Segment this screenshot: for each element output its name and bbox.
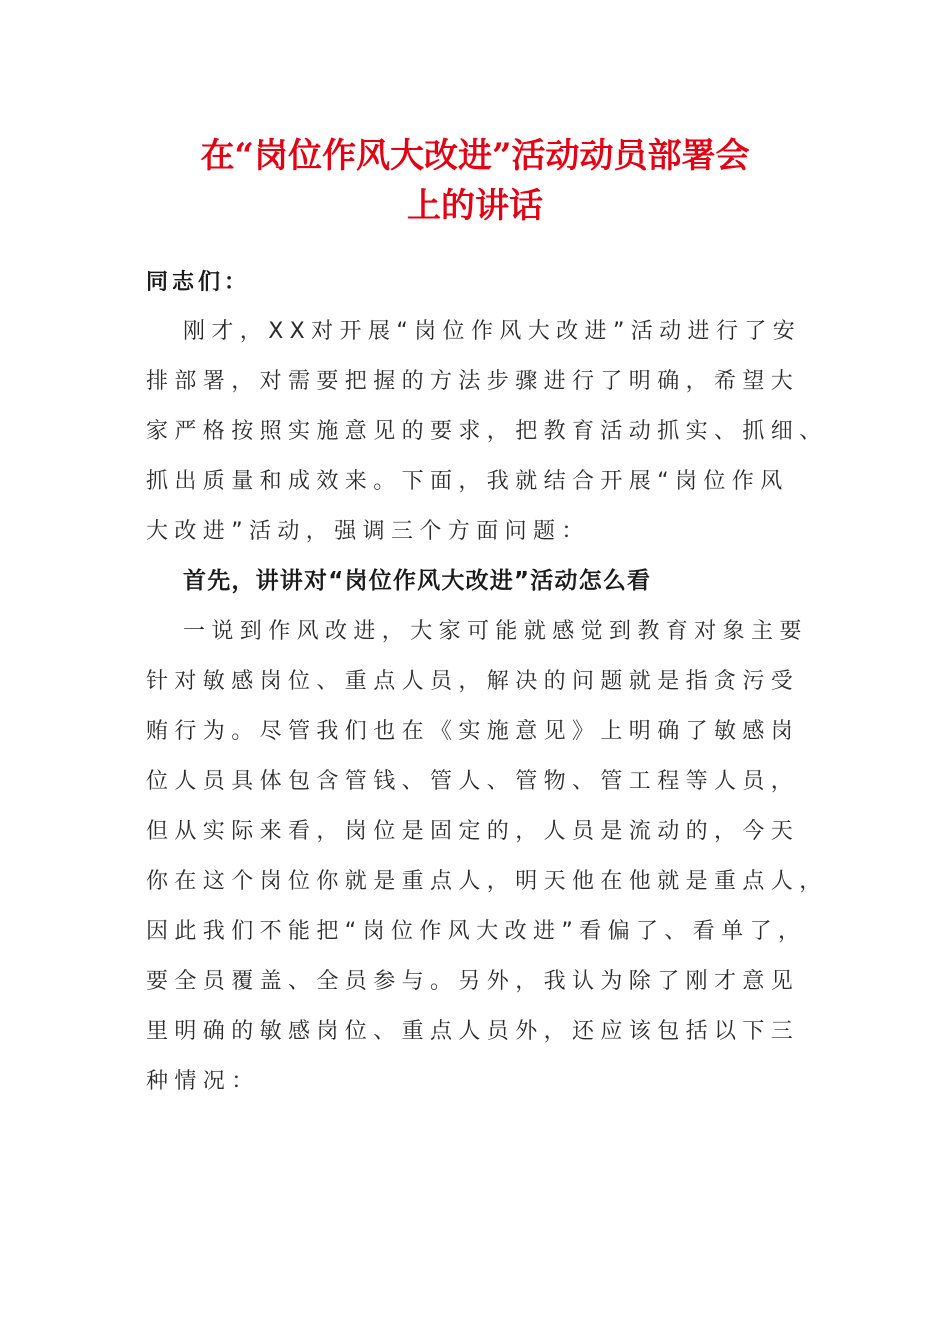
paragraph-1-line: 抓出质量和成效来。下面，我就结合开展“岗位作风 <box>146 469 789 494</box>
paragraph-2-line: 针对敏感岗位、重点人员，解决的问题就是指贪污受 <box>146 669 800 694</box>
paragraph-1-line: 家严格按照实施意见的要求，把教育活动抓实、抓细、 <box>146 419 828 444</box>
document-title-line-2: 上的讲话 <box>407 186 543 226</box>
document-title-line-1: 在“岗位作风大改进”活动动员部署会 <box>200 136 750 176</box>
paragraph-1-line: 大改进”活动，强调三个方面问题： <box>146 519 590 544</box>
paragraph-2-line: 你在这个岗位你就是重点人，明天他在他就是重点人， <box>146 869 828 894</box>
paragraph-2-line: 位人员具体包含管钱、管人、管物、管工程等人员， <box>146 769 800 794</box>
section-heading-1: 首先，讲讲对“岗位作风大改进”活动怎么看 <box>183 568 652 594</box>
paragraph-2-line: 里明确的敏感岗位、重点人员外，还应该包括以下三 <box>146 1019 800 1044</box>
salutation: 同志们： <box>146 270 251 295</box>
paragraph-1-line: 刚才，XX对开展“岗位作风大改进”活动进行了安 <box>183 319 802 344</box>
paragraph-2-line: 因此我们不能把“岗位作风大改进”看偏了、看单了， <box>146 919 807 944</box>
paragraph-2-line: 一说到作风改进，大家可能就感觉到教育对象主要 <box>183 619 808 644</box>
paragraph-1-line: 排部署，对需要把握的方法步骤进行了明确，希望大 <box>146 369 800 394</box>
paragraph-2-line: 贿行为。尽管我们也在《实施意见》上明确了敏感岗 <box>146 719 800 744</box>
paragraph-2-line: 但从实际来看，岗位是固定的，人员是流动的，今天 <box>146 819 800 844</box>
paragraph-2-line: 种情况： <box>146 1069 260 1094</box>
paragraph-2-line: 要全员覆盖、全员参与。另外，我认为除了刚才意见 <box>146 969 800 994</box>
